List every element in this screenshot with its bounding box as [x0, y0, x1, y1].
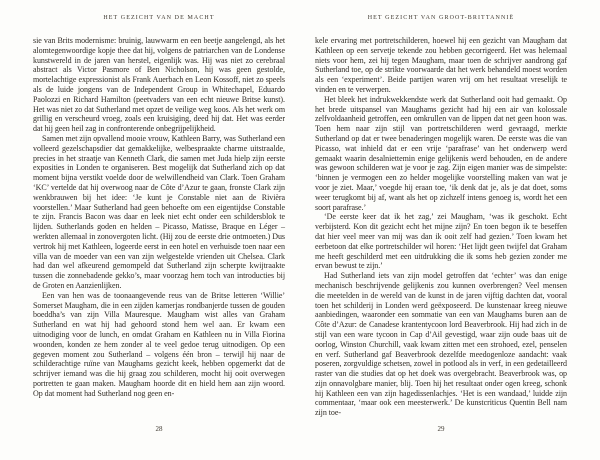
paragraph: sie van Brits modernisme: bruinig, lauwwarm en een beetje aangelengd, als het alomtegenwoordige kopje thee dat hij, volgens de patriarchen van de Londense kunstwereld in de jaren van herstel, eigenlijk was. Hij was niet zo cerebraal abstract als Victor Pasmore of Ben Nicholson, hij was geen gestolde, mortelachtige expressionist als Frank Auerbach en Leon Kossoff, niet zo speels als de luide jongens van de Independent Group in Whitechapel, Eduardo Paolozzi en Richard Hamilton (peetvaders van een echt nieuwe Britse kunst). Het was niet zo dat Sutherland met opzet de veilige weg koos. Als het werk om grillig en verscheurd vroeg, zoals een kruisiging, deed hij dat. Het was eerder dat hij geen heil zag in confronterende onbegrijpelijkheid.	[33, 36, 285, 134]
page-right	[315, 0, 567, 460]
page-left	[33, 0, 285, 460]
right-page-body-text	[315, 36, 567, 418]
paragraph: Had Sutherland iets van zijn model getroffen dat ‘echter’ was dan enige mechanisch beschrijvende gelijkenis zou kunnen overbrengen? Veel mensen die meetelden in de wereld van de kunst in de jaren vijftig dachten dat, vooral toen het schilderij in Londen werd geëxposeerd. De kunstenaar kreeg nieuwe aanbiedingen, waaronder een sommatie van een van Maughams buren aan de Côte d’Azur: de Canadese krantentycoon lord Beaverbrook. Hij had zich in de stijl van een ware tycoon in Cap d’Ail gevestigd, waar zijn oude baas uit de oorlog, Winston Churchill, vaak kwam zitten met een strohoed, ezel, penselen en verf. Sutherland gaf Beaverbrook dezelfde meedogenloze aandacht: vaak poseren, zorgvuldige schetsen, zowel in potlood als in verf, in een gedetailleerd raster van die studies dat op het doek was overgebracht. Beaverbrook was, op zijn onnavolgbare manier, blij. Toen hij het resultaat onder ogen kreeg, schonk hij Kathleen een van zijn hagedissenlachjes. ‘Het is een wandaad,’ luidde zijn commentaar, ‘maar ook een meesterwerk.’ De kunstcriticus Quentin Bell nam zijn toe-	[315, 271, 567, 418]
left-running-header: HET GEZICHT VAN DE MACHT	[103, 15, 215, 21]
right-running-header: HET GEZICHT VAN GROOT-BRITTANNIË	[367, 15, 515, 21]
left-page-number: 28	[155, 425, 163, 433]
paragraph: Een van hen was de toonaangevende reus van de Britse letteren ‘Willie’ Somerset Maugham, die in een zijden kamerjas rondbanjerde tussen de gouden boeddha’s van zijn Villa Mauresque. Maugham wist alles van Graham Sutherland en wat hij had gehoord stond hem wel aan. Er kwam een uitnodiging voor de lunch, en omdat Graham en Kathleen nu in Villa Fiorina woonden, konden ze hem zonder al te veel gedoe terug uitnodigen. Op een gegeven moment zou Sutherland – volgens één bron – terwijl hij naar de schilderachtige ruïne van Maughams gezicht keek, hebben opgemerkt dat de schrijver iemand was die hij graag zou schilderen, mocht hij ooit overwegen portretten te gaan maken. Maugham hoorde dit en hield hem aan zijn woord. Op dat moment had Sutherland nog geen en-	[33, 290, 285, 398]
paragraph: kele ervaring met portretschilderen, hoewel hij een gezicht van Maugham dat Kathleen op een servetje tekende zou hebben gecorrigeerd. Het was helemaal niets voor hem, zei hij tegen Maugham, maar toen de schrijver aandrong gaf Sutherland toe, op de strikte voorwaarde dat het werk behandeld moest worden als een ‘experiment’. Beide partijen waren vrij om het resultaat vreselijk te vinden en te verwerpen.	[315, 36, 567, 94]
paragraph: Samen met zijn opvallend mooie vrouw, Kathleen Barry, was Sutherland een volleerd gezelschapsdier dat gemakkelijke, welbespraakte charme uitstraalde, precies in het straatje van Kenneth Clark, die samen met Juda hielp zijn eerste exposities in Londen te organiseren. Best mogelijk dat Sutherland zich op dat moment bijna verstikt voelde door de welwillendheid van Clark. Toen Graham ‘KC’ vertelde dat hij overwoog naar de Côte d’Azur te gaan, fronste Clark zijn wenkbrauwen bij het idee: ‘Je kunt je Constable niet aan de Rivièra voorstellen.’ Maar Sutherland had geen behoefte om een eigentijdse Constable te zijn. Francis Bacon was daar en leek niet echt onder een schildersblok te lijden. Sutherlands goden en helden – Picasso, Matisse, Braque en Léger – werkten allemaal in zonovergoten licht. (Hij zou de eerste drie ontmoeten.) Dus vertrok hij met Kathleen, logeerde eerst in een hotel en verhuisde toen naar een villa van de moeder van een van zijn welgestelde vrienden uit Chelsea. Clark had dan wel afkeurend gemompeld dat Sutherland zijn scherpte kwijtraakte tussen die zonnebadende gekko’s, maar voorzag hem toch van introducties bij de Groten en Aanzienlijken.	[33, 133, 285, 290]
paragraph: ‘De eerste keer dat ik het zag,’ zei Maugham, ‘was ik geschokt. Echt verbijsterd. Kon dit gezicht echt het mijne zijn? En toen begon ik te beseffen dat hier veel meer van mij was dan ik ooit zelf had gezien.’ Toen kwam het eerbetoon dat elke portretschilder wil horen: ‘Het lijdt geen twijfel dat Graham me heeft geschilderd met een uitdrukking die ik soms heb gezien zonder me ervan bewust te zijn.’	[315, 212, 567, 271]
right-page-number: 29	[437, 425, 445, 433]
left-page-body-text	[33, 36, 285, 398]
paragraph: Het bleek het indrukwekkendste werk dat Sutherland ooit had gemaakt. Op het brede uitspansel van Maughams gezicht had hij een air van kolossale zelfvoldaanheid getroffen, een omkrullen van de lippen dat net geen hoon was. Toen hem naar zijn stijl van portretschilderen werd gevraagd, merkte Sutherland op dat er twee benaderingen mogelijk waren. De eerste was die van Picasso, wat inhield dat er een vrije ‘parafrase’ van het onderwerp werd gemaakt waarin desalniettemin enige gelijkenis werd behouden, en de andere was gewoon schilderen wat je voor je zag. Zijn eigen manier was de simpelste: ‘binnen je vermogen een zo helder mogelijke voorstelling maken van wat je voor je ziet. Maar,’ voegde hij eraan toe, ‘ik denk dat je, als je dat doet, soms weer terugkomt bij af, want als het op zichzelf intens genoeg is, wordt het een soort parafrase.’	[315, 94, 567, 212]
